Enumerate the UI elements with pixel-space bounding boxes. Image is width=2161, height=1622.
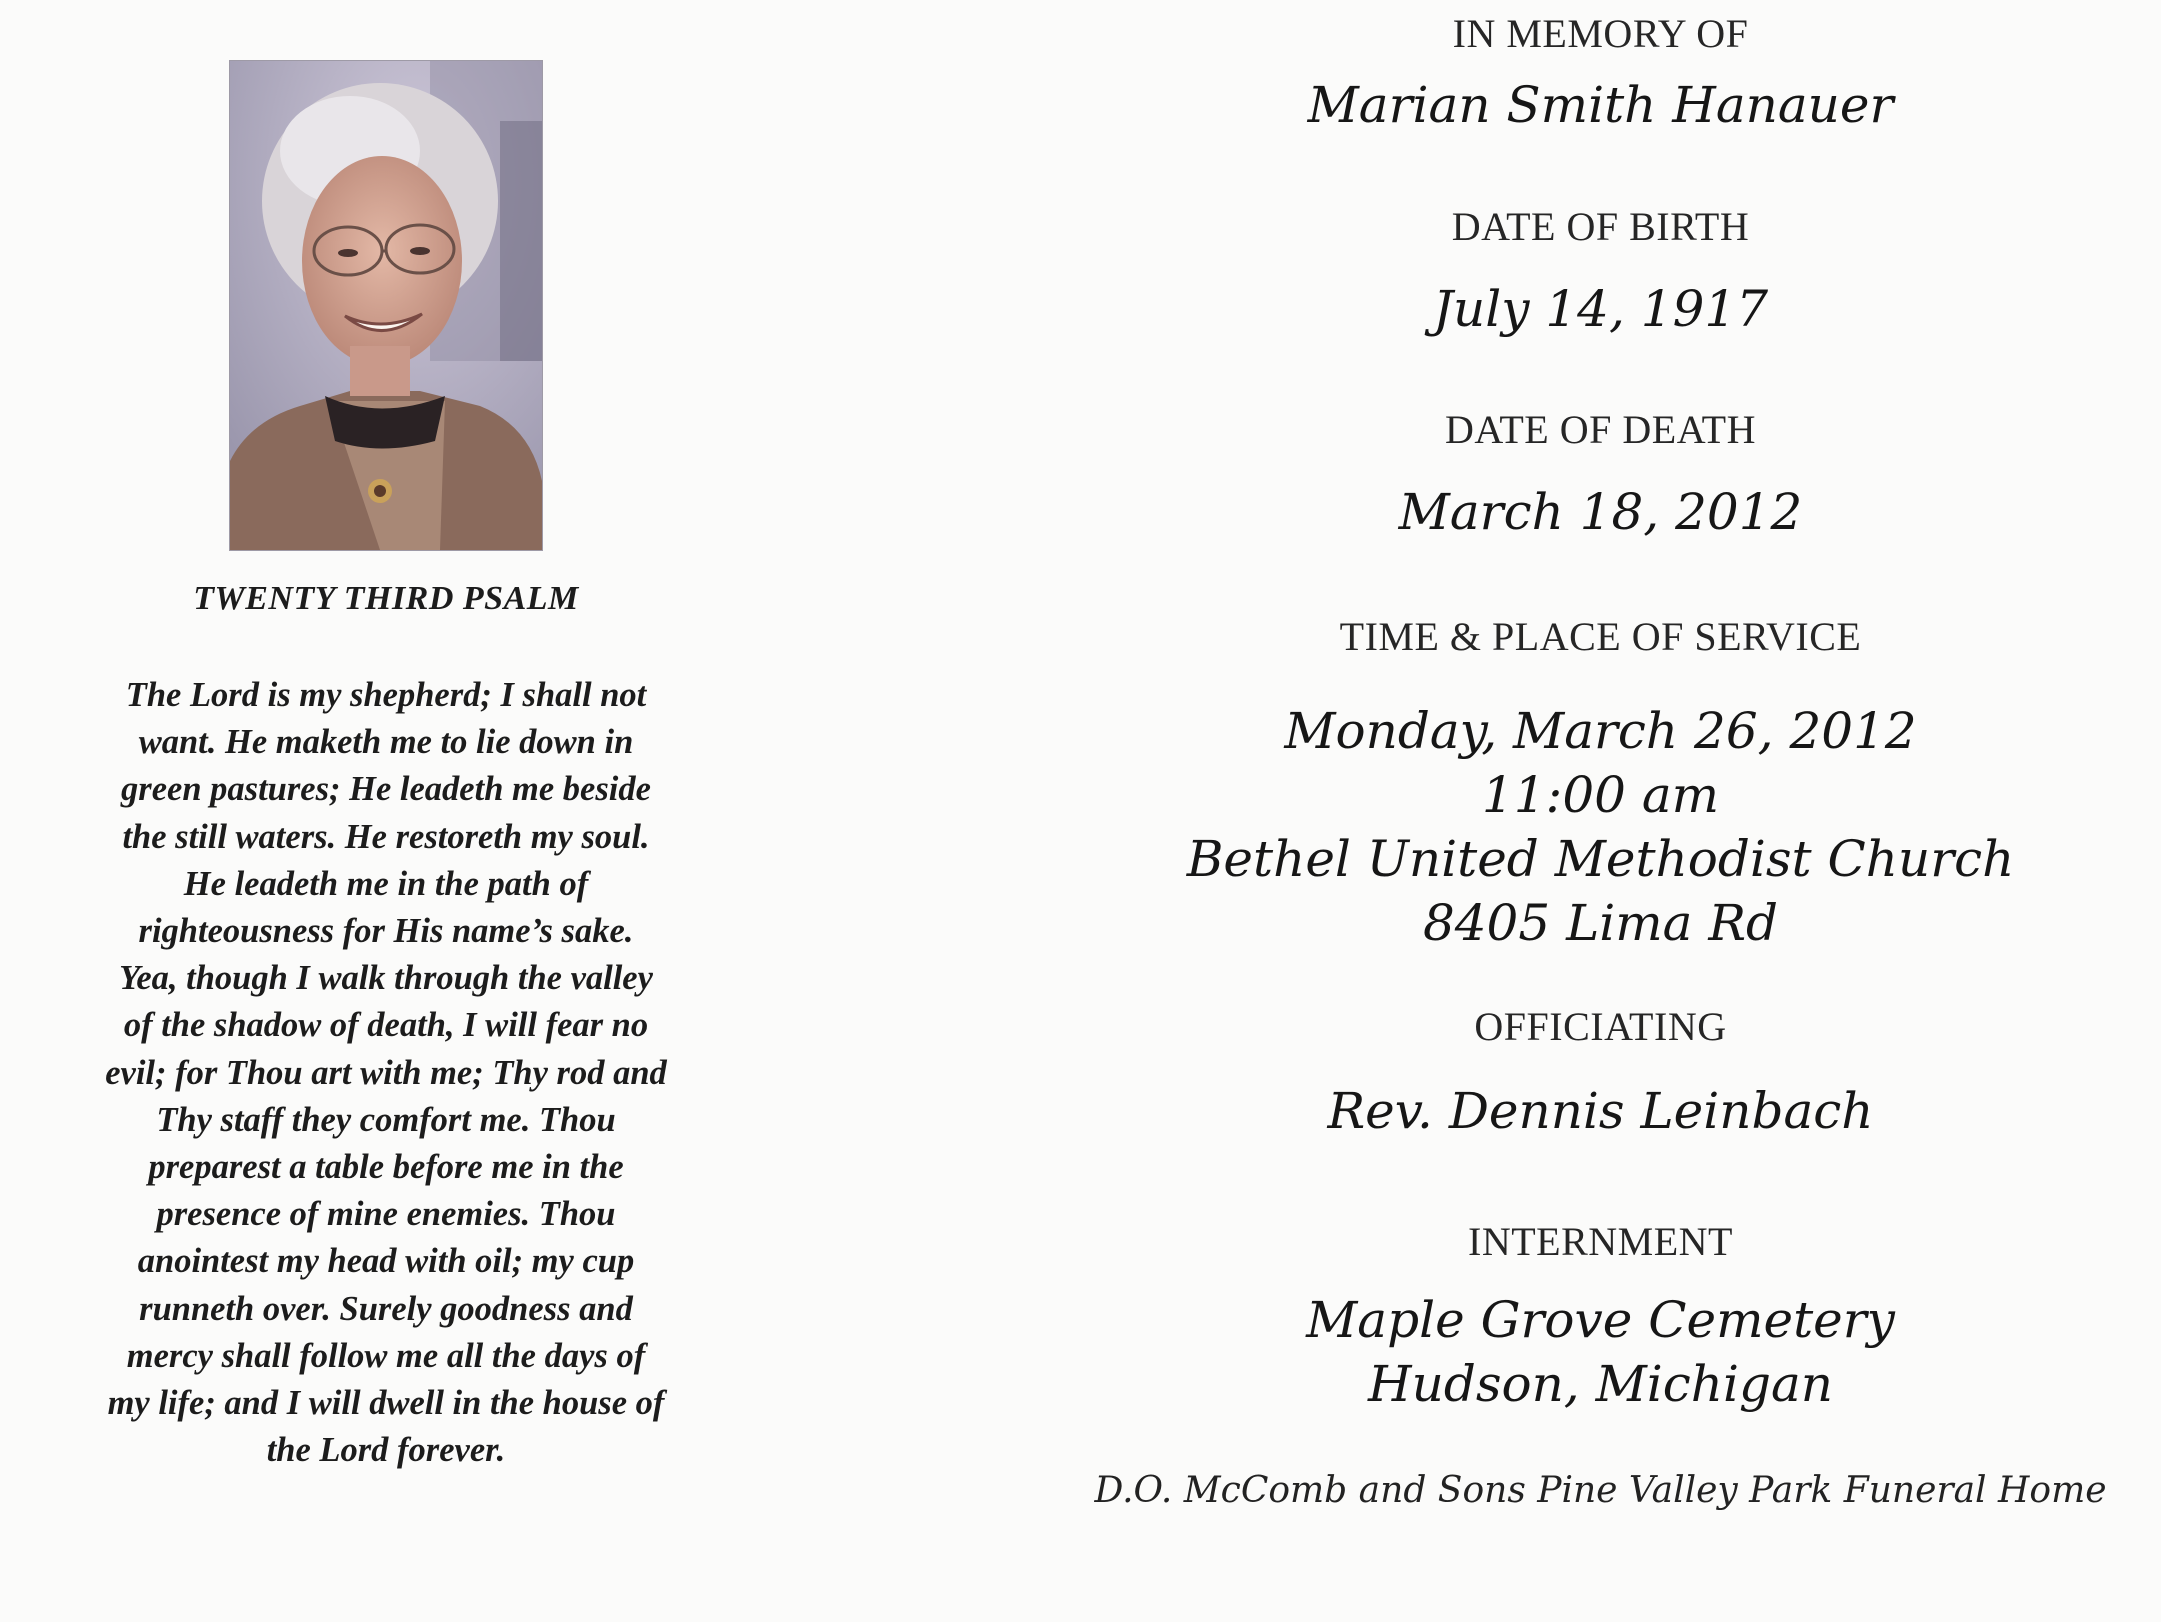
birth-date: July 14, 1917 [1432, 280, 1769, 338]
officiant-name: Rev. Dennis Leinbach [1327, 1082, 1874, 1140]
cemetery-name: Maple Grove Cemetery [1306, 1291, 1895, 1349]
psalm-line: mercy shall follow me all the days of [126, 1336, 646, 1375]
psalm-line: the still waters. He restoreth my soul. [122, 817, 650, 856]
service-label: TIME & PLACE OF SERVICE [1339, 614, 1862, 659]
psalm-line: Yea, though I walk through the valley [119, 959, 653, 998]
death-date: March 18, 2012 [1398, 483, 1803, 541]
right-panel [1040, 0, 2161, 1622]
service-date: Monday, March 26, 2012 [1284, 702, 1917, 760]
psalm-line: The Lord is my shepherd; I shall not [125, 676, 647, 714]
internment-details [1040, 1288, 2161, 1416]
psalm-line: runneth over. Surely goodness and [139, 1289, 633, 1328]
service-time: 11:00 am [1481, 766, 1720, 824]
psalm-text [40, 672, 732, 1474]
psalm-line: of the shadow of death, I will fear no [123, 1006, 649, 1045]
cemetery-location: Hudson, Michigan [1368, 1355, 1833, 1413]
psalm-line: my life; and I will dwell in the house of [107, 1384, 665, 1423]
psalm-line: want. He maketh me to lie down in [138, 723, 634, 762]
in-memory-label: IN MEMORY OF [1452, 11, 1749, 56]
portrait-photo [230, 61, 542, 550]
psalm-line: righteousness for His name’s sake. [138, 912, 634, 951]
psalm-line: green pastures; He leadeth me beside [121, 770, 651, 809]
psalm-title: TWENTY THIRD PSALM [193, 580, 579, 617]
birth-date-label: DATE OF BIRTH [1451, 204, 1750, 249]
psalm-line: presence of mine enemies. Thou [156, 1195, 616, 1234]
deceased-name: Marian Smith Hanauer [1307, 76, 1894, 134]
psalm-line: preparest a table before me in the [148, 1148, 624, 1187]
service-address: 8405 Lima Rd [1422, 894, 1779, 952]
service-details [1040, 699, 2161, 955]
left-panel [0, 0, 1000, 1622]
psalm-line: He leadeth me in the path of [183, 864, 589, 903]
internment-label: INTERNMENT [1468, 1219, 1733, 1264]
psalm-line: the Lord forever. [266, 1431, 506, 1470]
funeral-home: D.O. McComb and Sons Pine Valley Park Funeral Home [1094, 1470, 2107, 1511]
service-location: Bethel United Methodist Church [1186, 830, 2015, 888]
death-date-label: DATE OF DEATH [1445, 407, 1756, 452]
officiating-label: OFFICIATING [1474, 1004, 1727, 1049]
portrait-illustration [230, 61, 542, 550]
psalm-line: anointest my head with oil; my cup [137, 1242, 635, 1281]
psalm-line: Thy staff they comfort me. Thou [156, 1100, 616, 1139]
psalm-line: evil; for Thou art with me; Thy rod and [105, 1053, 667, 1092]
